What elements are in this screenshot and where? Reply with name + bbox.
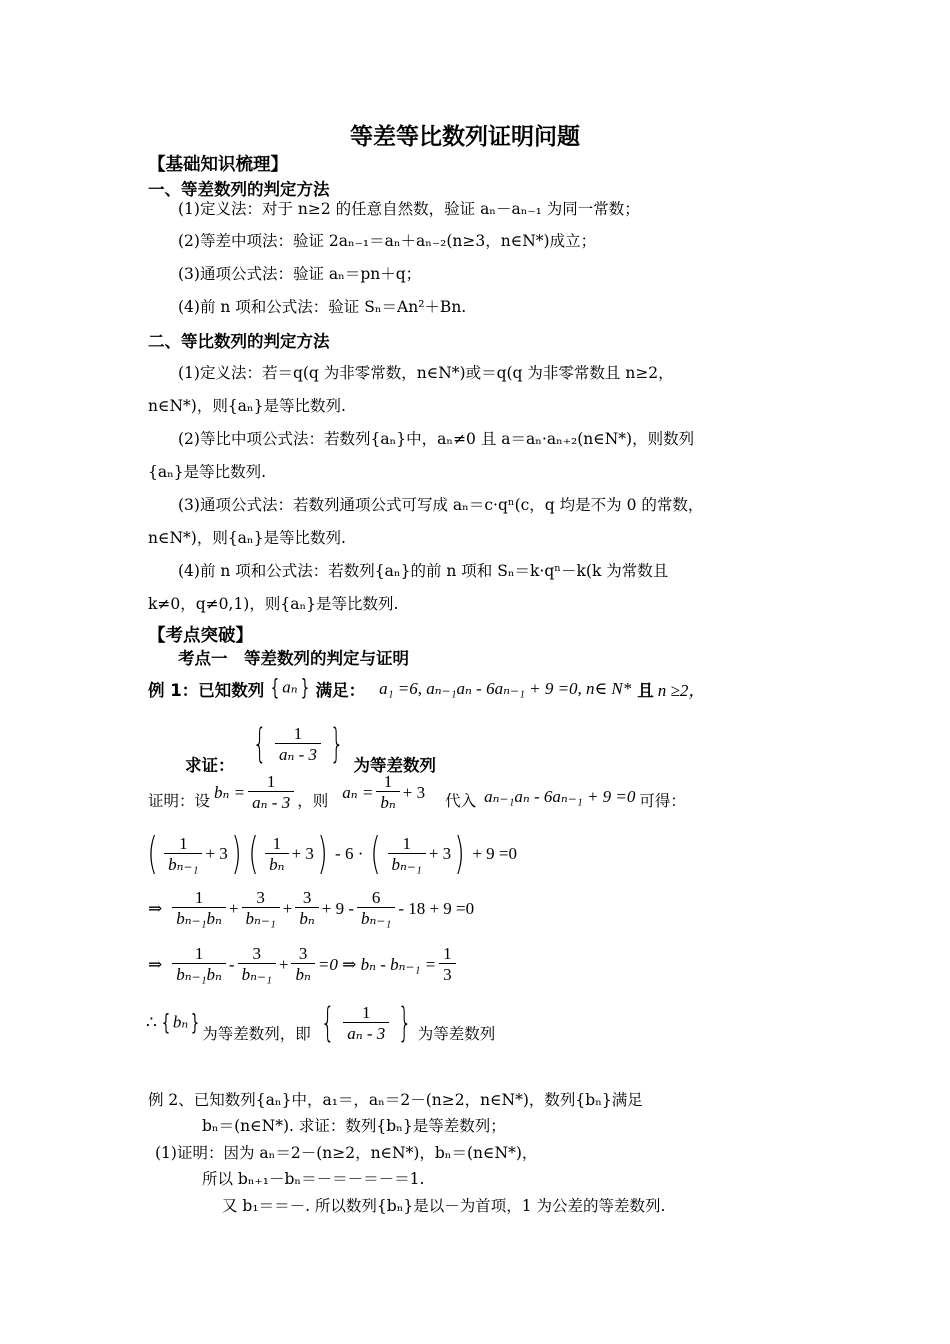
implies-symbol: ⇒ bbox=[148, 954, 163, 974]
fraction-numerator: 3 bbox=[298, 944, 308, 963]
fraction-denominator: aₙ - 3 bbox=[275, 743, 321, 765]
sec1-heading: 一、等差数列的判定方法 bbox=[148, 180, 330, 199]
fraction-denominator: bₙ₋₁ bbox=[357, 907, 395, 929]
fraction-denominator: bₙ bbox=[265, 853, 288, 875]
fraction-numerator: 3 bbox=[256, 888, 265, 907]
example-2-line-3: (1)证明：因为 aₙ＝2－(n≥2，n∈N*)，bₙ＝(n∈N*)， bbox=[155, 1144, 538, 1162]
sec2-line-2b: {aₙ}是等比数列. bbox=[148, 463, 267, 481]
sec2-line-2a: (2)等比中项公式法：若数列{aₙ}中，aₙ≠0 且 a＝aₙ·aₙ₊₂(n∈N*)，则数列 bbox=[178, 430, 695, 448]
fraction-denominator: bₙ bbox=[291, 963, 314, 985]
fraction-denominator: bₙ₋₁bₙ bbox=[172, 907, 226, 929]
b-n-equals: bₙ = bbox=[214, 782, 246, 802]
sec1-line-2: (2)等差中项法：验证 2aₙ₋₁＝aₙ＋aₙ₋₂(n≥3，n∈N*)成立； bbox=[178, 232, 597, 250]
example-1-statement bbox=[148, 676, 705, 701]
kaodian-1-heading: 考点一 等差数列的判定与证明 bbox=[178, 649, 409, 668]
page-title: 等差等比数列证明问题 bbox=[350, 124, 580, 150]
fraction-numerator: 1 bbox=[179, 833, 188, 853]
example-2-line-2: bₙ＝(n∈N*). 求证：数列{bₙ}是等差数列； bbox=[202, 1117, 506, 1135]
sec2-line-4a: (4)前 n 项和公式法：若数列{aₙ}的前 n 项和 Sₙ＝k·qⁿ－k(k 为常数且 bbox=[178, 562, 669, 580]
example-2-line-5: 又 b₁＝＝－. 所以数列{bₙ}是以－为首项，1 为公差的等差数列. bbox=[222, 1197, 666, 1215]
is-ap-label: 为等差数列 bbox=[353, 756, 436, 775]
fraction-numerator: 1 bbox=[266, 772, 276, 791]
a-n-symbol: aₙ bbox=[282, 677, 298, 697]
step-2-mid: + 9 - bbox=[321, 898, 355, 918]
step-2-tail: - 18 + 9 =0 bbox=[398, 898, 475, 918]
sec2-line-3a: (3)通项公式法：若数列通项公式可写成 aₙ＝c·qⁿ(c，q 均是不为 0 的常数， bbox=[178, 496, 704, 514]
conclusion-fraction: { $\frac{1}{\text{aₙ - 3}}$ } bbox=[320, 1000, 412, 1046]
plus-three: + 3 bbox=[205, 844, 228, 863]
fraction-denominator: 3 bbox=[439, 963, 456, 985]
a-n-equals: aₙ = bbox=[342, 782, 374, 802]
section-exam-heading: 【考点突破】 bbox=[148, 626, 253, 646]
example-2-line-1: 例 2、已知数列{aₙ}中，a₁＝，aₙ＝2－(n≥2，n∈N*)，数列{bₙ}满足 bbox=[148, 1091, 643, 1109]
fraction-numerator: 1 bbox=[383, 772, 393, 791]
n-condition: n ≥2， bbox=[657, 681, 706, 700]
fraction-denominator: bₙ₋₁bₙ bbox=[172, 963, 226, 985]
sec1-line-1: (1)定义法：对于 n≥2 的任意自然数，验证 aₙ－aₙ₋₁ 为同一常数； bbox=[178, 200, 640, 218]
fraction-numerator: 3 bbox=[302, 888, 312, 907]
fraction-denominator: bₙ₋₁ bbox=[238, 963, 276, 985]
plus-three: + 3 bbox=[291, 844, 314, 863]
sec2-line-3b: n∈N*)，则{aₙ}是等比数列. bbox=[148, 529, 346, 547]
substitute-label: 代入 bbox=[445, 792, 477, 810]
goal-fraction: { $\frac{1}{\text{aₙ - 3}}$ } bbox=[252, 721, 344, 767]
therefore-symbol: ∴ bbox=[146, 1013, 157, 1032]
fraction-numerator: 1 bbox=[194, 888, 204, 907]
fraction-numerator: 1 bbox=[194, 944, 204, 963]
proof-set-label: 证明：设 bbox=[148, 792, 211, 810]
fraction-denominator: bₙ₋₁ bbox=[164, 853, 202, 875]
example-2-line-4: 所以 bₙ₊₁－bₙ＝－＝－＝－＝1. bbox=[202, 1170, 425, 1188]
plus-three: + 3 bbox=[428, 844, 452, 863]
fraction-numerator: 6 bbox=[371, 888, 381, 907]
b-n-symbol: bₙ bbox=[172, 1011, 189, 1031]
sec2-line-1a: (1)定义法：若＝q(q 为非零常数，n∈N*)或＝q(q 为非零常数且 n≥2， bbox=[178, 364, 674, 382]
fraction-denominator: bₙ bbox=[295, 907, 318, 929]
get-label: 可得： bbox=[639, 792, 686, 810]
proof-setup-line bbox=[148, 772, 686, 813]
step-1-tail: + 9 =0 bbox=[472, 844, 518, 863]
minus-six-dot: - 6 · bbox=[335, 844, 364, 863]
proof-conclusion bbox=[146, 1002, 495, 1044]
prove-label: 求证： bbox=[185, 756, 235, 775]
b-n-definition bbox=[214, 772, 297, 813]
sec2-line-1b: n∈N*)，则{aₙ}是等比数列. bbox=[148, 397, 346, 415]
fraction-numerator: 1 bbox=[361, 1002, 371, 1022]
substituted-equation: aₙ₋₁aₙ - 6aₙ₋₁ + 9 =0 bbox=[484, 787, 636, 806]
and-label: 且 bbox=[637, 680, 654, 700]
sec1-line-3: (3)通项公式法：验证 aₙ＝pn＋q； bbox=[178, 265, 422, 283]
fraction-numerator: 1 bbox=[443, 944, 452, 963]
example-1-prefix: 例 1：已知数列 bbox=[148, 680, 265, 700]
fraction-numerator: 3 bbox=[252, 944, 261, 963]
fraction-denominator: bₙ₋₁ bbox=[388, 853, 426, 875]
implies-symbol: ⇒ bbox=[148, 898, 163, 918]
example-1-conditions: a₁ =6, aₙ₋₁aₙ - 6aₙ₋₁ + 9 =0, n∈ N* bbox=[379, 678, 632, 698]
sec1-line-4: (4)前 n 项和公式法：验证 Sₙ＝An²＋Bn. bbox=[178, 298, 467, 316]
fraction-numerator: 1 bbox=[293, 723, 303, 743]
fraction-numerator: 1 bbox=[402, 833, 411, 853]
sequence-b-braced: { bₙ } bbox=[161, 1010, 200, 1036]
fraction-denominator: aₙ - 3 bbox=[343, 1022, 389, 1044]
example-1-goal bbox=[185, 712, 436, 776]
proof-step-2: ⇒ $\frac{1}{\text{bₙ₋₁bₙ}}$ + $\frac{3}{\text{bₙ₋₁}}$ + $\frac{3}{\text{bₙ}}$ + 9 - $\frac{6}{\text{bₙ₋₁}}$ - 18 + 9 =0 bbox=[148, 888, 475, 928]
plus-three: + 3 bbox=[402, 782, 426, 802]
proof-step-1: ( $\frac{1}{\text{bₙ₋₁}}$ + 3 ) ( $\frac{1}{\text{bₙ}}$ + 3 ) - 6 · ( $\frac{1}{\text{bₙ₋₁}}$ + 3 ) + 9 =0 bbox=[147, 828, 518, 879]
step-3-equation: =0 ⇒ bₙ - bₙ₋₁ = bbox=[317, 954, 437, 974]
section-basic-heading: 【基础知识梳理】 bbox=[148, 155, 288, 175]
conclusion-end: 为等差数列 bbox=[417, 1025, 496, 1043]
conclusion-mid: 为等差数列，即 bbox=[202, 1025, 311, 1043]
sequence-a-braced: { aₙ } bbox=[271, 676, 309, 701]
fraction-denominator: bₙ bbox=[376, 791, 399, 813]
fraction-numerator: 1 bbox=[272, 833, 282, 853]
sec2-line-4b: k≠0，q≠0,1)，则{aₙ}是等比数列. bbox=[148, 595, 399, 613]
sec2-heading: 二、等比数列的判定方法 bbox=[148, 332, 330, 351]
fraction-denominator: aₙ - 3 bbox=[248, 791, 294, 813]
proof-step-3: ⇒ $\frac{1}{\text{bₙ₋₁bₙ}}$ - $\frac{3}{\text{bₙ₋₁}}$ + $\frac{3}{\text{bₙ}}$ =0 ⇒ bₙ - bₙ₋₁ = $\frac{1}{3}$ bbox=[148, 944, 459, 985]
then-label: ，则 bbox=[297, 792, 329, 810]
a-n-expression bbox=[342, 772, 425, 813]
fraction-denominator: bₙ₋₁ bbox=[242, 907, 280, 929]
satisfy-label: 满足： bbox=[315, 680, 366, 700]
